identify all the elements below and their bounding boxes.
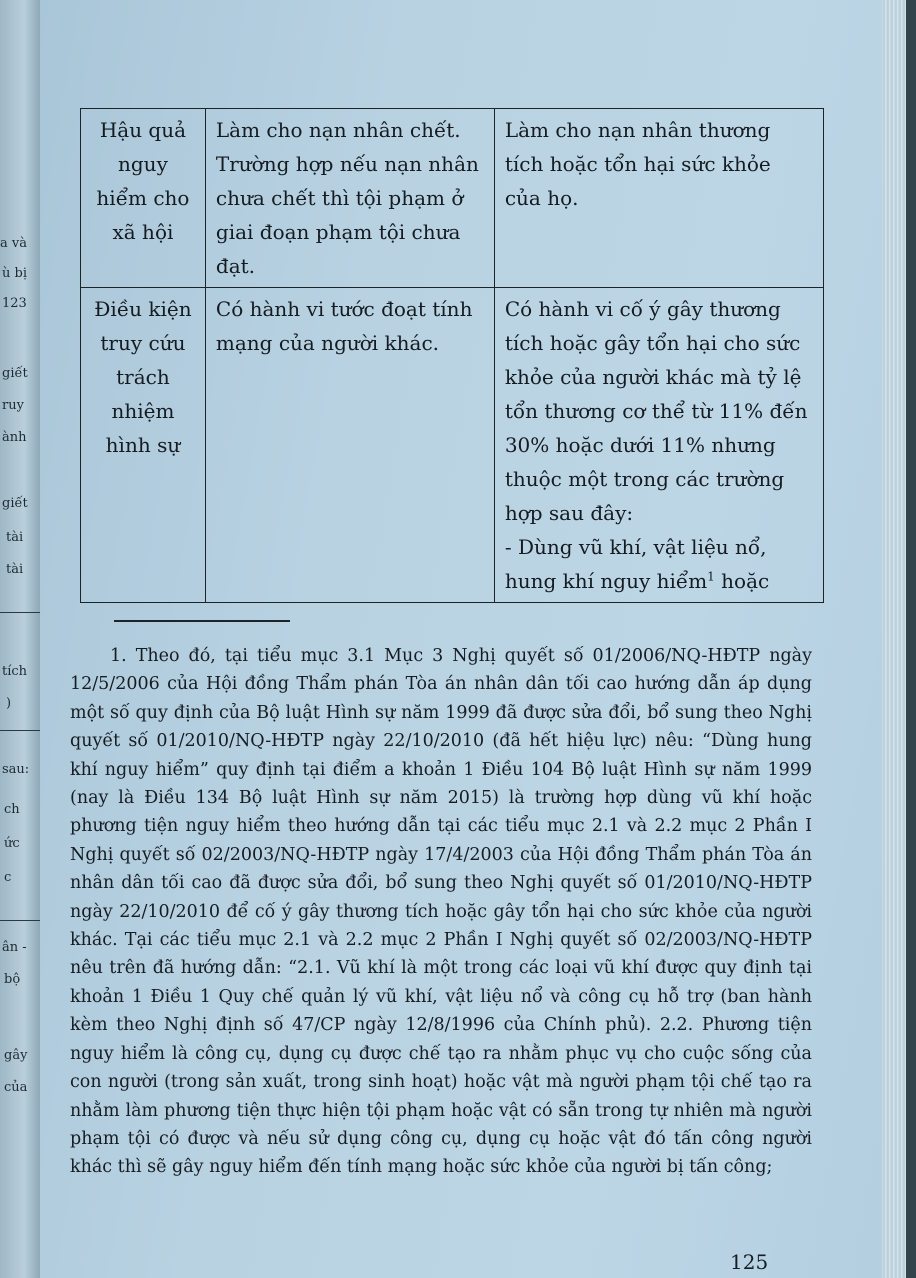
left-fragment: ) bbox=[6, 696, 12, 711]
left-fragment: ân - bbox=[2, 940, 27, 955]
left-fragment: bộ bbox=[4, 972, 21, 987]
left-fragment: ruy bbox=[2, 398, 24, 413]
left-rule bbox=[0, 612, 40, 613]
injury-item bbox=[505, 530, 813, 598]
criterion-cell: Hậu quả nguy hiểm cho xã hội bbox=[81, 109, 206, 288]
left-fragment: tích bbox=[2, 664, 28, 679]
comparison-table bbox=[80, 108, 824, 603]
left-fragment: giết bbox=[2, 366, 28, 381]
left-fragment: của bbox=[4, 1080, 28, 1095]
table-row bbox=[81, 109, 824, 288]
injury-text: Có hành vi cố ý gây thương tích hoặc gây tổn hại cho sức khỏe của người khác mà tỷ lệ tổn thương cơ thể từ 11% đến 30% hoặc dưới 11% nhưng thuộc một trong các trường hợp sau đây: bbox=[504, 297, 808, 525]
page-number: 125 bbox=[730, 1250, 769, 1274]
book-page bbox=[40, 0, 885, 1278]
left-fragment: gây bbox=[4, 1048, 28, 1063]
left-fragment: tài bbox=[6, 562, 24, 577]
left-fragment: sau: bbox=[2, 762, 30, 777]
left-fragment: tài bbox=[6, 530, 24, 545]
injury-item-text: - Dùng vũ khí, vật liệu nổ, hung khí nguy hiểm bbox=[504, 535, 767, 593]
left-fragment: c bbox=[4, 870, 12, 885]
left-fragment: 123 bbox=[2, 296, 27, 311]
murder-cell: Làm cho nạn nhân chết. Trường hợp nếu nạn nhân chưa chết thì tội phạm ở giai đoạn phạm tội chưa đạt. bbox=[205, 109, 494, 288]
footnote-marker: 1 bbox=[707, 569, 715, 584]
footnote-separator bbox=[114, 620, 290, 622]
table-row bbox=[81, 288, 824, 603]
footnote-text: 1. Theo đó, tại tiểu mục 3.1 Mục 3 Nghị quyết số 01/2006/NQ-HĐTP ngày 12/5/2006 của Hội đồng Thẩm phán Tòa án nhân dân tối cao hướng dẫn áp dụng một số quy định của Bộ luật Hình sự năm 1999 đã được sửa đổi, bổ sung theo Nghị quyết số 01/2010/NQ-HĐTP ngày 22/10/2010 (đã hết hiệu lực) nêu: “Dùng hung khí nguy hiểm” quy định tại điểm a khoản 1 Điều 104 Bộ luật Hình sự năm 1999 (nay là Điều 134 Bộ luật Hình sự năm 2015) là trường hợp dùng vũ khí hoặc phương tiện nguy hiểm theo hướng dẫn tại các tiểu mục 2.1 và 2.2 mục 2 Phần I Nghị quyết số 02/2003/NQ-HĐTP ngày 17/4/2003 của Hội đồng Thẩm phán Tòa án nhân dân tối cao đã được sửa đổi, bổ sung theo Nghị quyết số 01/2010/NQ-HĐTP ngày 22/10/2010 để cố ý gây thương tích hoặc gây tổn hại cho sức khỏe của người khác. Tại các tiểu mục 2.1 và 2.2 mục 2 Phần I Nghị quyết số 02/2003/NQ-HĐTP nêu trên đã hướng dẫn: “2.1. Vũ khí là một trong các loại vũ khí được quy định tại khoản 1 Điều 1 Quy chế quản lý vũ khí, vật liệu nổ và công cụ hỗ trợ (ban hành kèm theo Nghị định số 47/CP ngày 12/8/1996 của Chính phủ). 2.2. Phương tiện nguy hiểm là công cụ, dụng cụ được chế tạo ra nhằm phục vụ cho cuộc sống của con người (trong sản xuất, trong sinh hoạt) hoặc vật mà người phạm tội chế tạo ra nhằm làm phương tiện thực hiện tội phạm hoặc vật có sẵn trong tự nhiên mà người phạm tội có được và nếu sử dụng công cụ, dụng cụ hoặc vật đó tấn công người khác thì sẽ gây nguy hiểm đến tính mạng hoặc sức khỏe của người bị tấn công; bbox=[70, 646, 812, 1178]
murder-cell: Có hành vi tước đoạt tính mạng của người khác. bbox=[205, 288, 494, 603]
injury-cell bbox=[494, 288, 823, 603]
criterion-cell: Điều kiện truy cứu trách nhiệm hình sự bbox=[81, 288, 206, 603]
left-fragment: ành bbox=[2, 430, 27, 445]
left-fragment: a và bbox=[0, 236, 27, 251]
left-page-edge bbox=[0, 0, 40, 1278]
left-rule bbox=[0, 730, 40, 731]
left-fragment: ù bị bbox=[2, 266, 27, 281]
left-fragment: ch bbox=[4, 802, 20, 817]
left-fragment: giết bbox=[2, 496, 28, 511]
left-fragment: ức bbox=[4, 836, 20, 851]
footnote bbox=[70, 642, 812, 1182]
injury-item-tail: hoặc bbox=[714, 569, 770, 593]
left-rule bbox=[0, 920, 40, 921]
book-cover-edge bbox=[906, 0, 916, 1278]
injury-cell: Làm cho nạn nhân thương tích hoặc tổn hại sức khỏe của họ. bbox=[494, 109, 823, 288]
